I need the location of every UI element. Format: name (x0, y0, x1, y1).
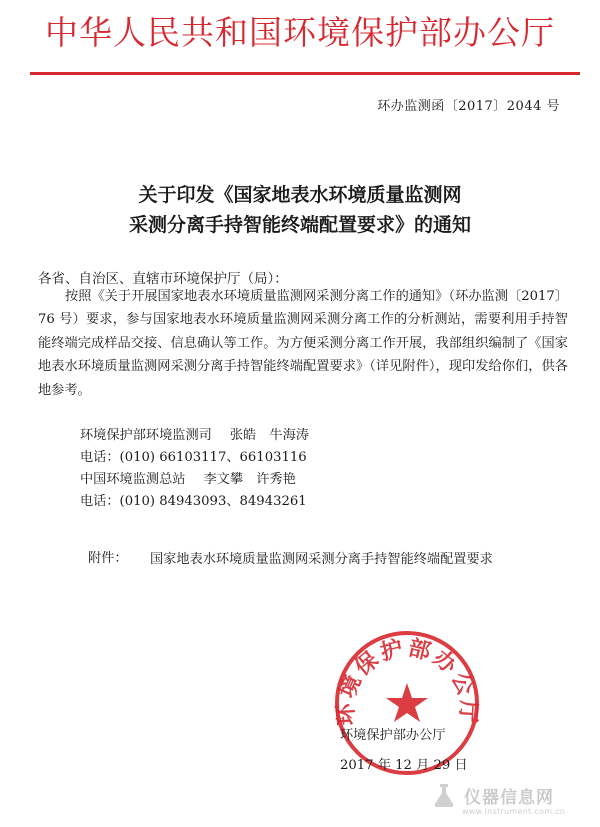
document-title (0, 180, 600, 240)
contact-1-line (80, 424, 309, 443)
signer: 环境保护部办公厅 (340, 728, 446, 743)
contact-2-phone: 电话：(010) 84943093、84943261 (80, 494, 307, 509)
svg-text:环境保护部办公厅: 环境保护部办公厅 (332, 634, 482, 727)
signing-date: 2017 年 12 月 29 日 (340, 758, 468, 773)
letterhead-rule (30, 72, 580, 75)
salutation: 各省、自治区、直辖市环境保护厅（局）： (38, 271, 288, 287)
contact-2-persons: 李文攀 许秀艳 (203, 472, 296, 487)
attachment-text: 国家地表水环境质量监测网采测分离手持智能终端配置要求 (150, 552, 493, 567)
title-line-2: 采测分离手持智能终端配置要求》的通知 (128, 214, 471, 236)
contact-1-org: 环境保护部环境监测司 (80, 428, 212, 443)
letterhead-title: 中华人民共和国环境保护部办公厅 (45, 13, 555, 52)
contact-2-org: 中国环境监测总站 (80, 472, 186, 487)
attachment-label: 附件： (88, 551, 128, 566)
watermark-logo-icon (430, 781, 458, 809)
document-number: 环办监测函〔2017〕2044 号 (377, 99, 560, 114)
watermark-text: 仪器信息网 (464, 787, 554, 808)
contact-1-phone: 电话：(010) 66103117、66103116 (80, 450, 307, 465)
watermark-url: www.instrument.com.cn (462, 807, 566, 816)
contact-2-line (80, 468, 296, 487)
body-paragraph: 按照《关于开展国家地表水环境质量监测网采测分离工作的通知》（环办监测〔2017〕76 号）要求，参与国家地表水环境质量监测网采测分离工作的分析测站，需要利用手持智能终端完成样品交接、信息确认等工作。为方便采测分离工作开展，我部组织编制了《国家地表水环境质量监测网采测分离手持智能终端配置要求》（详见附件），现印发给你们，供各地参考。 (38, 289, 568, 398)
contact-1-persons: 张皓 牛海涛 (229, 428, 309, 443)
title-line-1: 关于印发《国家地表水环境质量监测网 (138, 184, 462, 206)
